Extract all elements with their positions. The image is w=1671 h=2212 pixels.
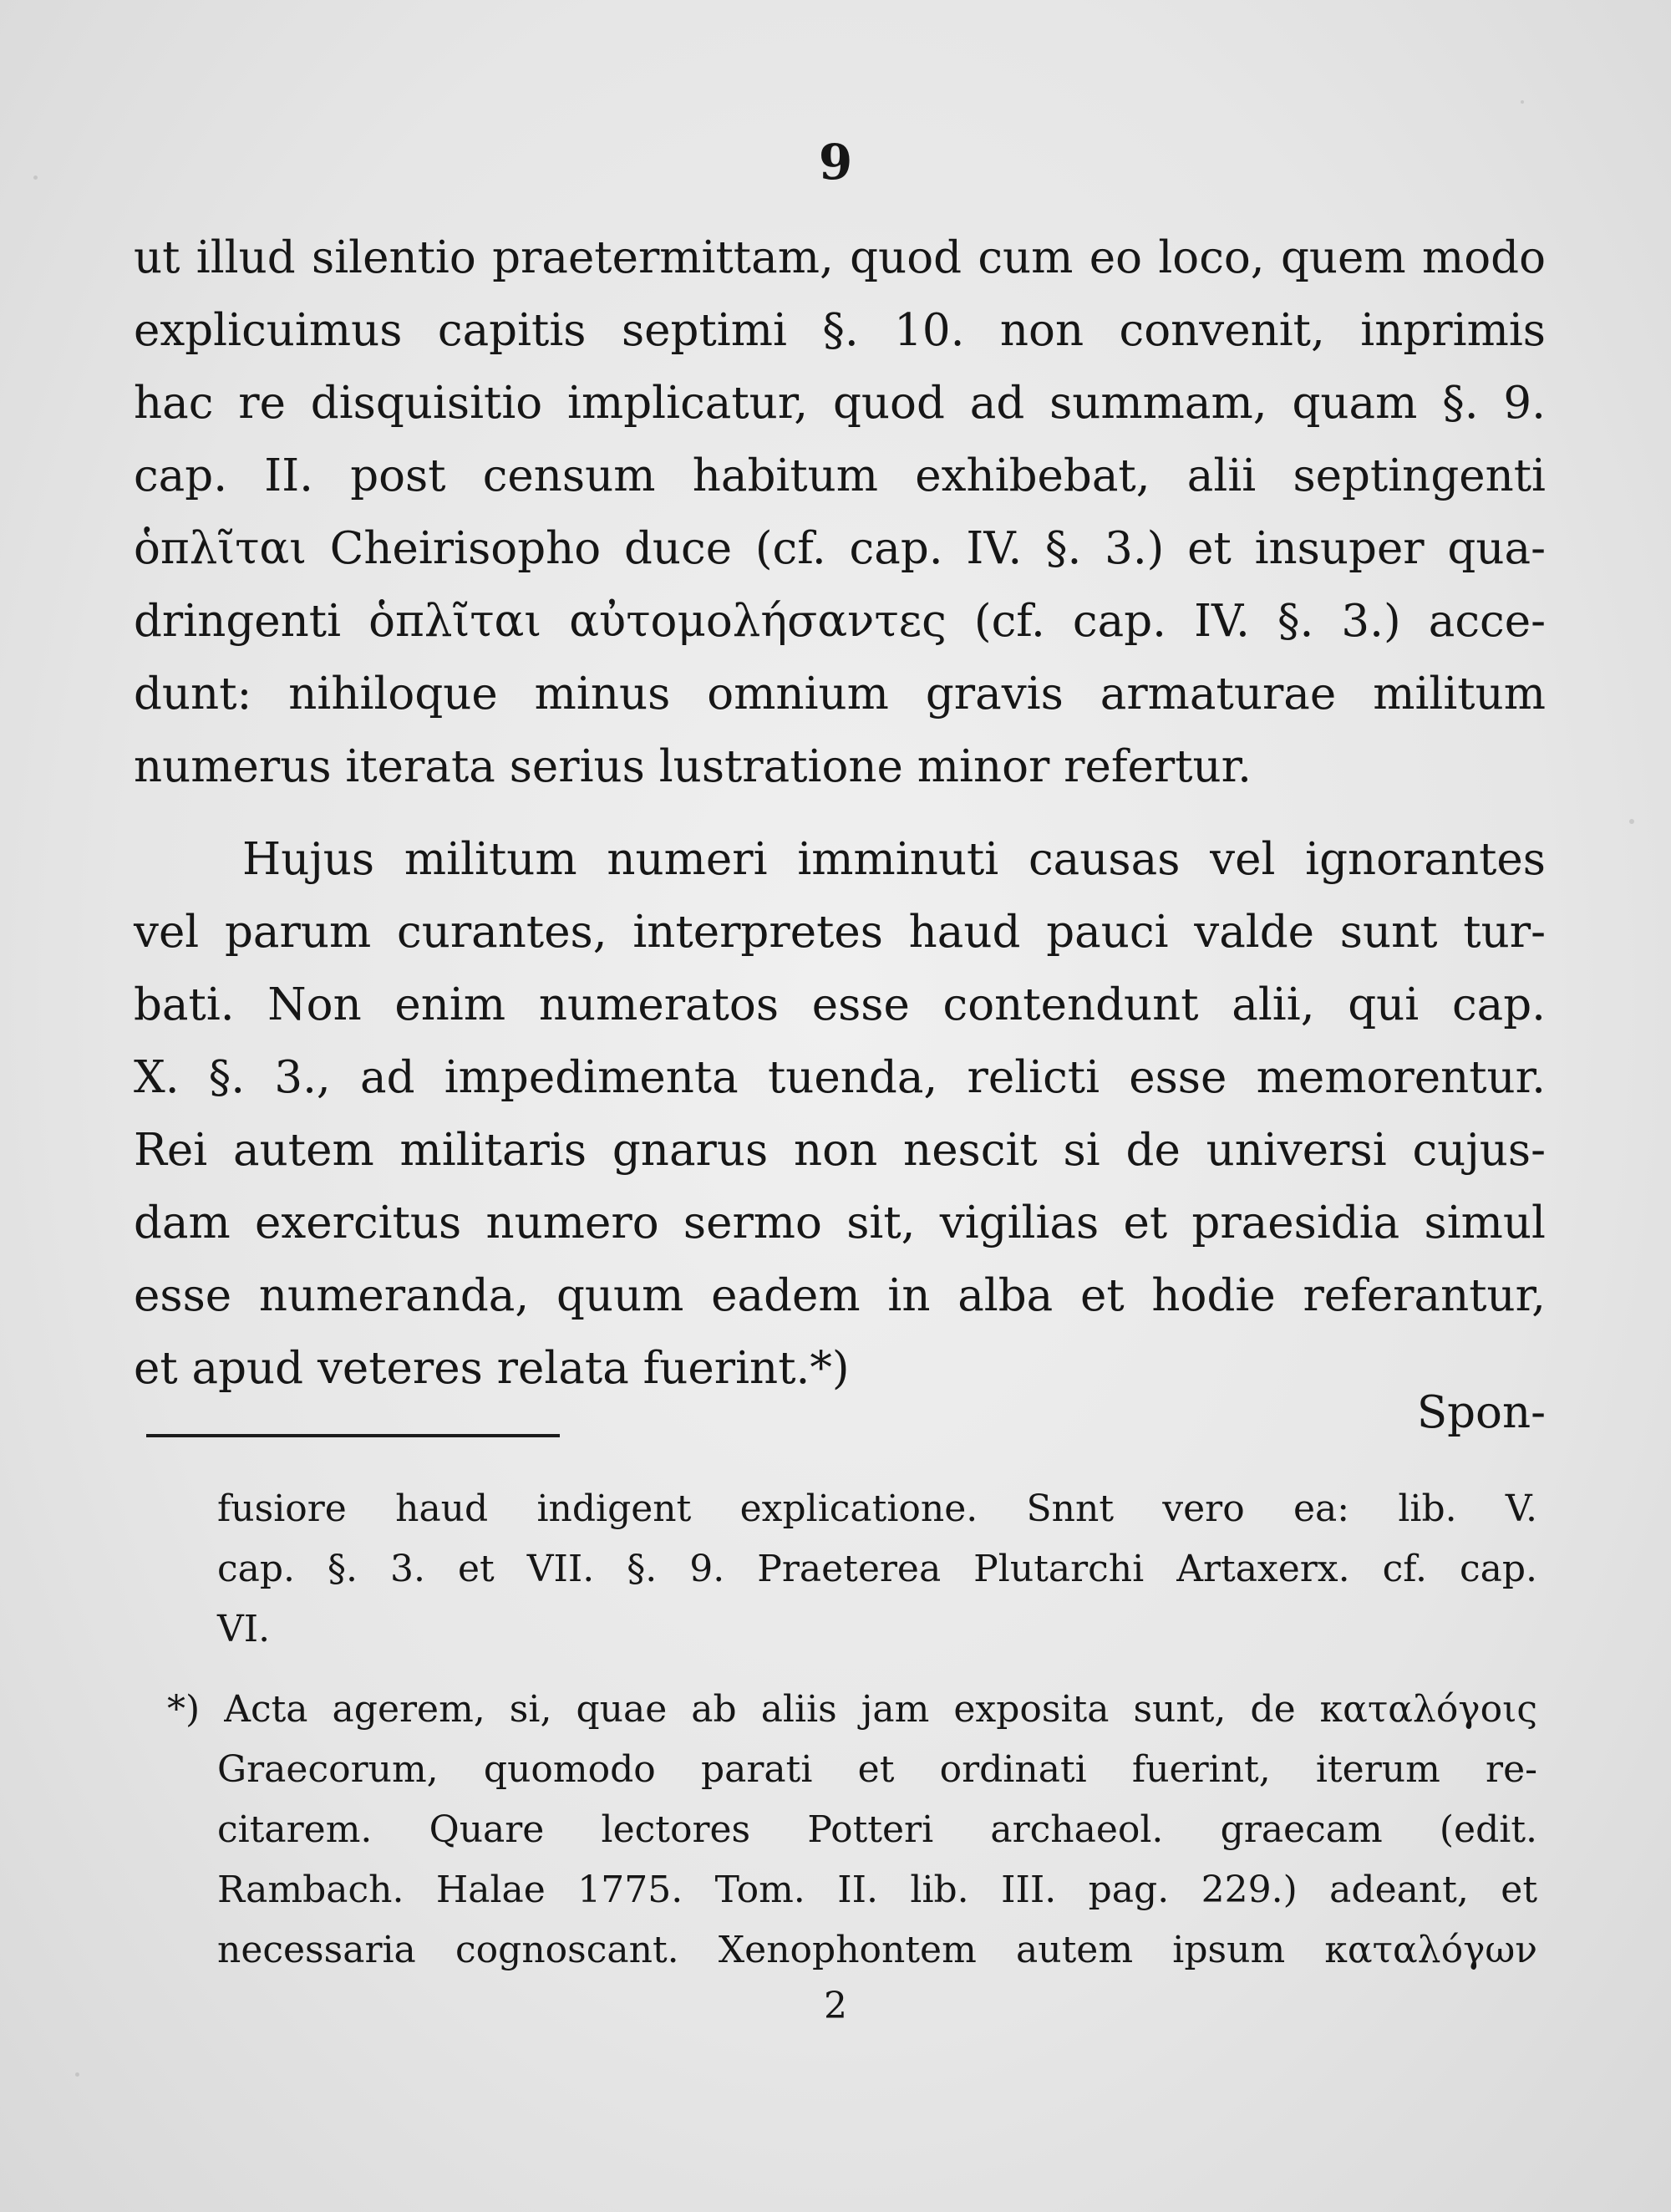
footnote-line: fusiore haud indigent explicatione. Snnt vero ea: lib. V. (217, 1487, 1537, 1530)
paragraph-2 (134, 823, 1546, 1405)
text-line: vel parum curantes, interpretes haud pauci valde sunt tur- (134, 907, 1546, 958)
text-line: cap. II. post censum habitum exhibebat, alii septingenti (134, 450, 1546, 501)
text-line: Hujus militum numeri imminuti causas vel ignorantes (242, 834, 1546, 885)
footnote-star (167, 1680, 1537, 1981)
footnote-line: Graecorum, quomodo parati et ordinati fuerint, iterum re- (217, 1748, 1537, 1791)
footnote-line: necessaria cognoscant. Xenophontem autem ipsum καταλόγων (217, 1929, 1537, 1971)
text-line: dringenti ὁπλῖται αὐτομολήσαντες (cf. cap. IV. §. 3.) acce- (134, 596, 1546, 647)
text-line: esse numeranda, quum eadem in alba et hodie referantur, (134, 1270, 1546, 1321)
footnote-line: cap. §. 3. et VII. §. 9. Praeterea Plutarchi Artaxerx. cf. cap. (217, 1548, 1537, 1590)
text-line: explicuimus capitis septimi §. 10. non convenit, inprimis (134, 305, 1546, 356)
text-line: et apud veteres relata fuerint.*) (134, 1343, 850, 1394)
text-line: ut illud silentio praetermittam, quod cum eo loco, quem modo (134, 232, 1546, 283)
signature-mark: 2 (824, 1985, 847, 2027)
catchword: Spon- (1416, 1387, 1546, 1438)
footnote-line: citarem. Quare lectores Potteri archaeol. graecam (edit. (217, 1808, 1537, 1851)
footnote-line: *) Acta agerem, si, quae ab aliis jam exposita sunt, de καταλόγοις (167, 1688, 1537, 1731)
footnote-continued (217, 1479, 1537, 1660)
text-line: dunt: nihiloque minus omnium gravis armaturae militum (134, 669, 1546, 720)
paper-blemish (1521, 100, 1524, 104)
text-line: hac re disquisitio implicatur, quod ad summam, quam §. 9. (134, 378, 1546, 429)
text-line: numerus iterata serius lustratione minor refertur. (134, 741, 1252, 792)
footnote-line: Rambach. Halae 1775. Tom. II. lib. III. pag. 229.) adeant, et (217, 1869, 1537, 1911)
paragraph-1 (134, 221, 1546, 803)
page-number: 9 (818, 134, 853, 191)
paper-blemish (75, 2072, 79, 2077)
footnote-line: VI. (217, 1608, 271, 1650)
text-line: dam exercitus numero sermo sit, vigilias et praesidia simul (134, 1198, 1546, 1248)
text-line: ὁπλῖται Cheirisopho duce (cf. cap. IV. §. 3.) et insuper qua- (134, 523, 1546, 574)
text-line: X. §. 3., ad impedimenta tuenda, relicti esse memorentur. (134, 1052, 1546, 1103)
text-line: bati. Non enim numeratos esse contendunt alii, qui cap. (134, 979, 1546, 1030)
footnote-rule (146, 1434, 560, 1437)
paper-blemish (1629, 819, 1634, 824)
text-line: Rei autem militaris gnarus non nescit si de universi cujus- (134, 1125, 1546, 1176)
